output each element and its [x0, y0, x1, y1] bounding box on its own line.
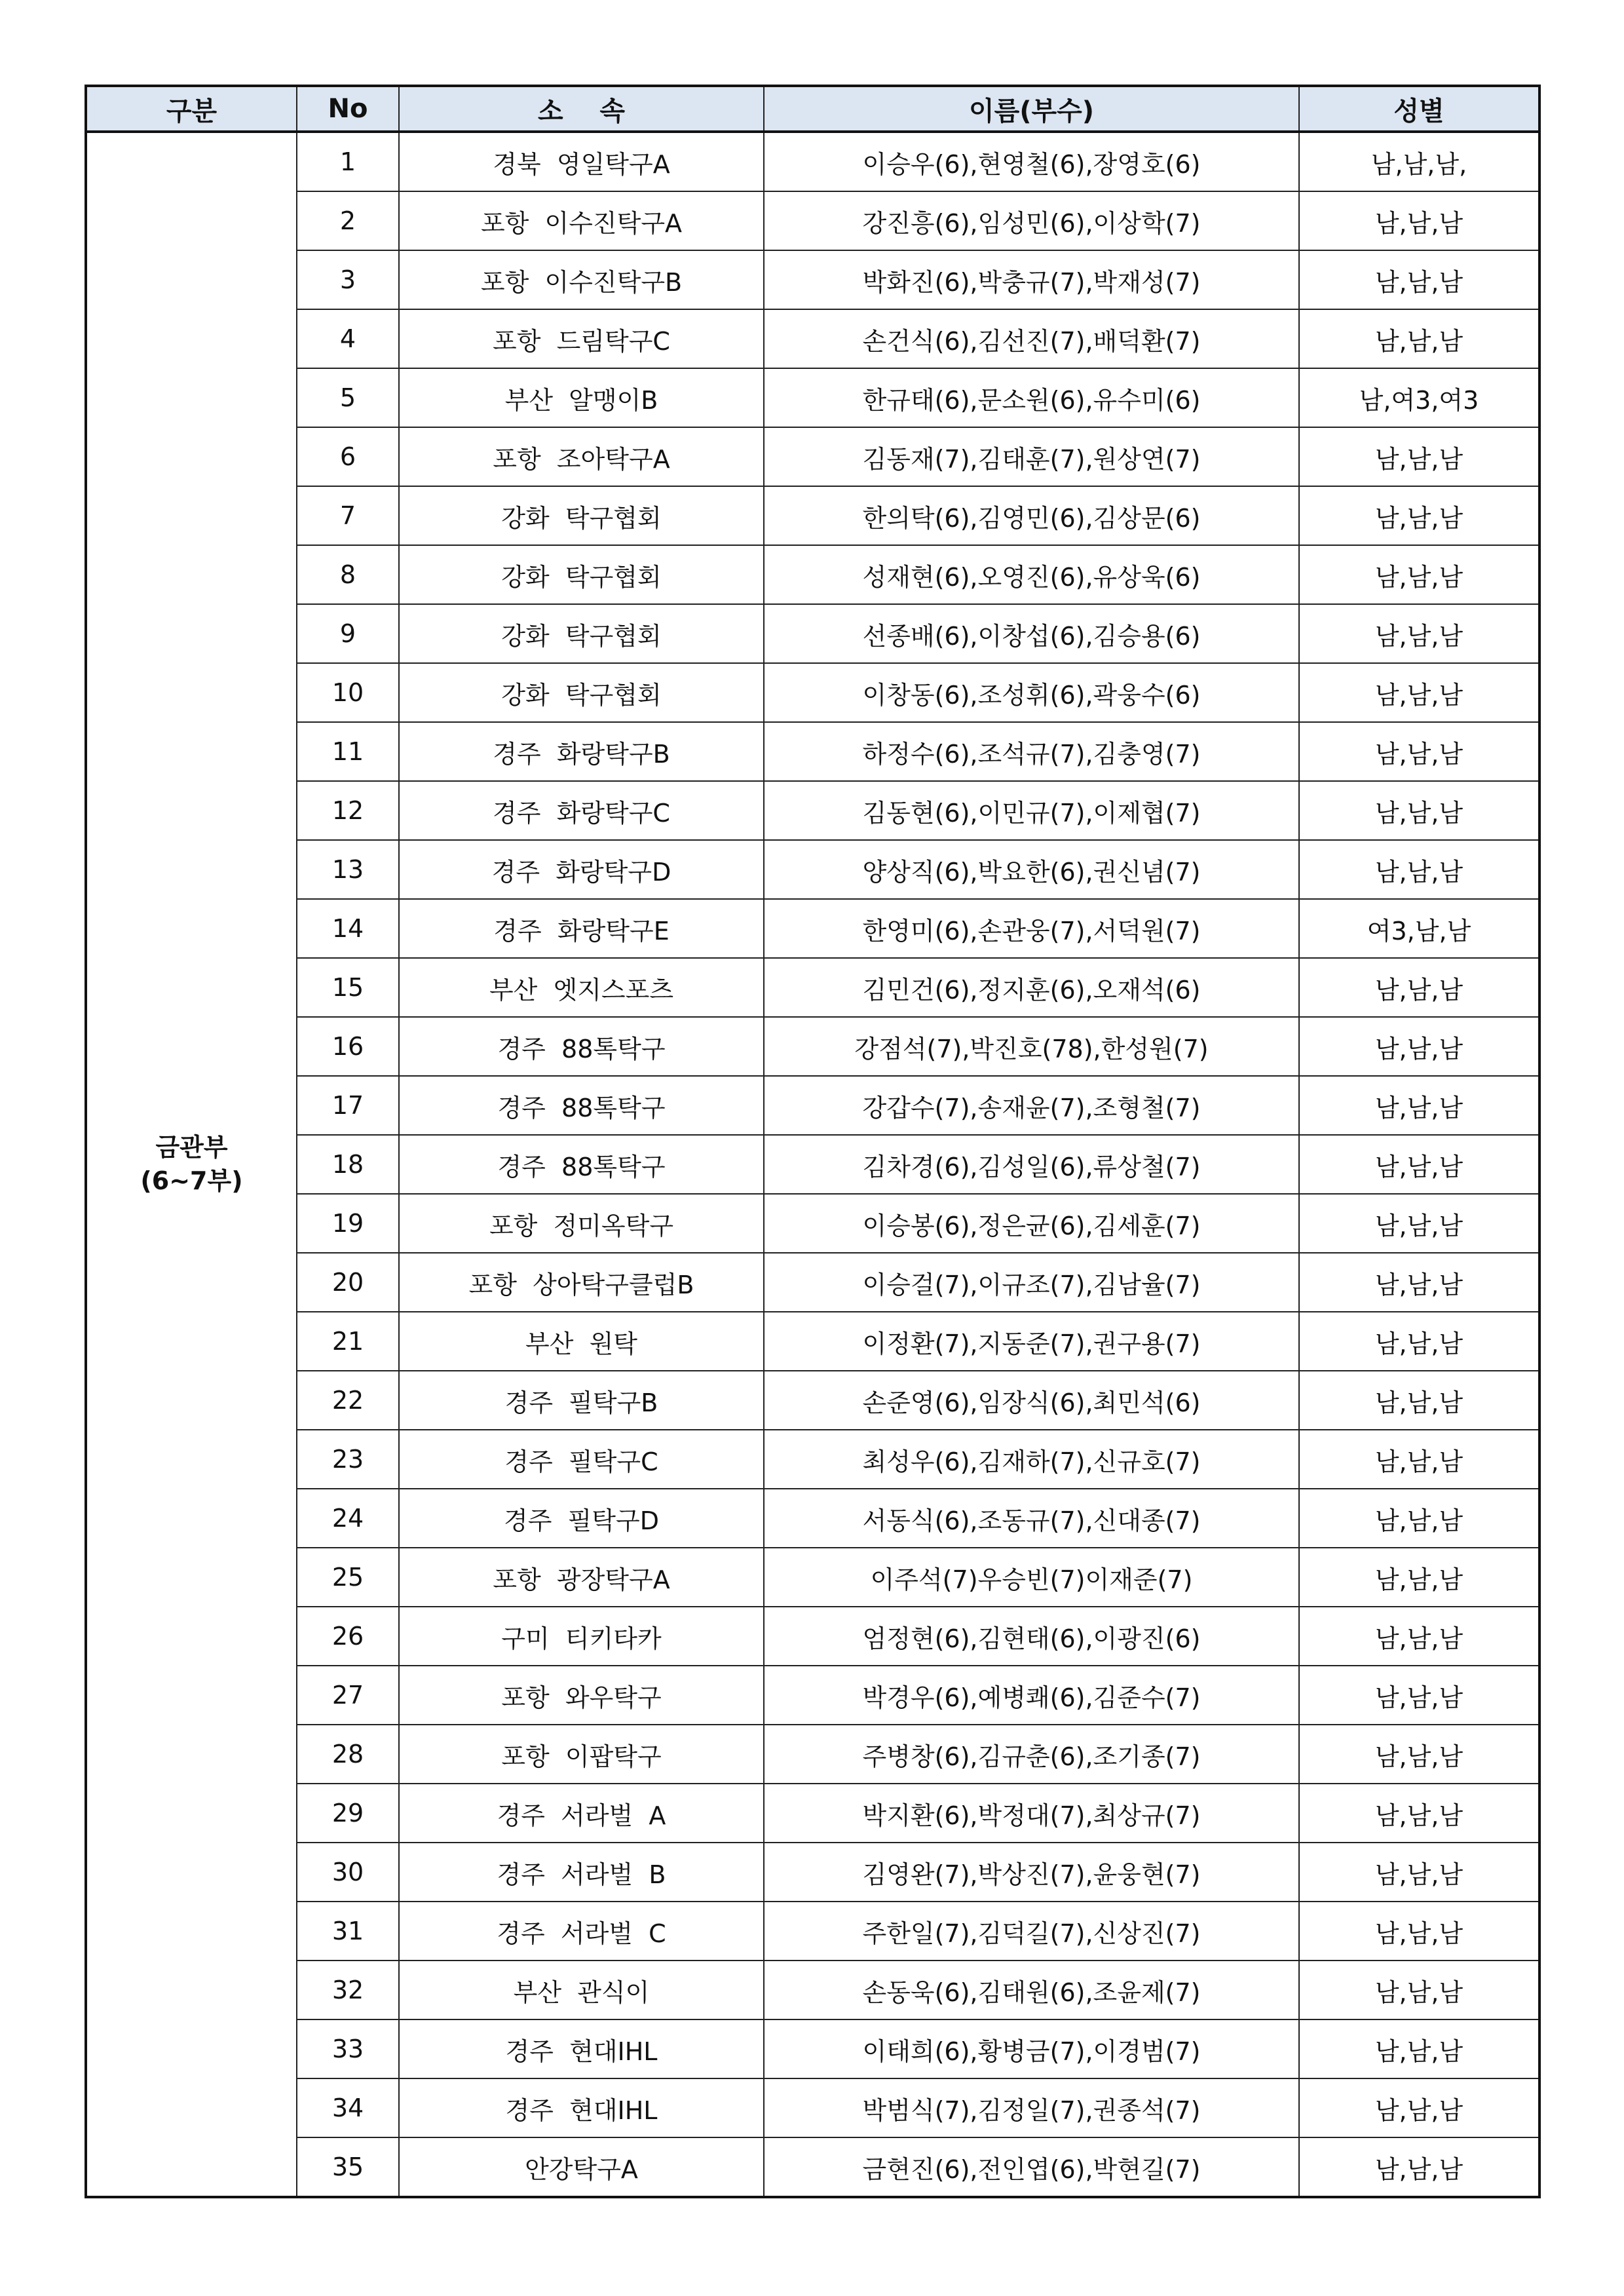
header-gender: 성별	[1299, 86, 1539, 132]
gender-cell: 남,남,남	[1299, 1312, 1539, 1371]
table-row	[86, 840, 1539, 899]
player-names-cell: 이승걸(7),이규조(7),김남율(7)	[764, 1253, 1299, 1312]
row-number: 15	[297, 958, 399, 1017]
player-names-cell: 서동식(6),조동규(7),신대종(7)	[764, 1489, 1299, 1548]
club-cell: 포항 이수진탁구B	[399, 250, 764, 309]
player-names-cell: 김동재(7),김태훈(7),원상연(7)	[764, 427, 1299, 486]
table-row	[86, 427, 1539, 486]
gender-cell: 남,남,남	[1299, 1666, 1539, 1725]
club-cell: 경주 화랑탁구B	[399, 722, 764, 781]
table-row	[86, 1666, 1539, 1725]
club-cell: 경북 영일탁구A	[399, 132, 764, 191]
club-cell: 포항 광장탁구A	[399, 1548, 764, 1607]
club-cell: 경주 화랑탁구E	[399, 899, 764, 958]
player-names-cell: 김차경(6),김성일(6),류상철(7)	[764, 1135, 1299, 1194]
player-names-cell: 손준영(6),임장식(6),최민석(6)	[764, 1371, 1299, 1430]
player-names-cell: 박범식(7),김정일(7),권종석(7)	[764, 2078, 1299, 2137]
club-cell: 포항 이팝탁구	[399, 1725, 764, 1784]
gender-cell: 남,남,남	[1299, 1843, 1539, 1902]
row-number: 6	[297, 427, 399, 486]
club-cell: 경주 필탁구B	[399, 1371, 764, 1430]
gender-cell: 남,남,남	[1299, 1430, 1539, 1489]
gender-cell: 남,남,남	[1299, 1135, 1539, 1194]
player-names-cell: 하정수(6),조석규(7),김충영(7)	[764, 722, 1299, 781]
table-row	[86, 2137, 1539, 2197]
header-row	[86, 86, 1539, 132]
table-row	[86, 1430, 1539, 1489]
row-number: 8	[297, 545, 399, 604]
player-names-cell: 손건식(6),김선진(7),배덕환(7)	[764, 309, 1299, 368]
club-cell: 경주 화랑탁구C	[399, 781, 764, 840]
gender-cell: 남,남,남	[1299, 663, 1539, 722]
gender-cell: 남,남,남	[1299, 2019, 1539, 2078]
table-row	[86, 1017, 1539, 1076]
table-body	[86, 132, 1539, 2197]
header-no: No	[297, 86, 399, 132]
player-names-cell: 이태희(6),황병금(7),이경범(7)	[764, 2019, 1299, 2078]
row-number: 28	[297, 1725, 399, 1784]
header-category: 구분	[86, 86, 297, 132]
row-number: 2	[297, 191, 399, 250]
gender-cell: 남,남,남	[1299, 1961, 1539, 2019]
row-number: 22	[297, 1371, 399, 1430]
club-cell: 경주 필탁구D	[399, 1489, 764, 1548]
player-names-cell: 이승봉(6),정은균(6),김세훈(7)	[764, 1194, 1299, 1253]
category-label: 금관부	[155, 1132, 228, 1162]
gender-cell: 남,남,남	[1299, 781, 1539, 840]
row-number: 17	[297, 1076, 399, 1135]
club-cell: 경주 서라벌 A	[399, 1784, 764, 1843]
player-names-cell: 최성우(6),김재하(7),신규호(7)	[764, 1430, 1299, 1489]
gender-cell: 남,남,남	[1299, 604, 1539, 663]
table-row	[86, 2019, 1539, 2078]
table-row	[86, 958, 1539, 1017]
row-number: 11	[297, 722, 399, 781]
table-header	[86, 86, 1539, 132]
table-row	[86, 1961, 1539, 2019]
gender-cell: 남,남,남	[1299, 1489, 1539, 1548]
club-cell: 포항 와우탁구	[399, 1666, 764, 1725]
table-row	[86, 1843, 1539, 1902]
table-row	[86, 1076, 1539, 1135]
club-cell: 안강탁구A	[399, 2137, 764, 2197]
player-names-cell: 엄정현(6),김현태(6),이광진(6)	[764, 1607, 1299, 1666]
gender-cell: 남,남,남	[1299, 191, 1539, 250]
player-names-cell: 박화진(6),박충규(7),박재성(7)	[764, 250, 1299, 309]
player-names-cell: 강갑수(7),송재윤(7),조형철(7)	[764, 1076, 1299, 1135]
row-number: 27	[297, 1666, 399, 1725]
table-row	[86, 722, 1539, 781]
table-row	[86, 1253, 1539, 1312]
row-number: 33	[297, 2019, 399, 2078]
table-row	[86, 1784, 1539, 1843]
row-number: 4	[297, 309, 399, 368]
player-names-cell: 이승우(6),현영철(6),장영호(6)	[764, 132, 1299, 191]
gender-cell: 여3,남,남	[1299, 899, 1539, 958]
club-cell: 경주 필탁구C	[399, 1430, 764, 1489]
table-row	[86, 368, 1539, 427]
header-club: 소 속	[399, 86, 764, 132]
gender-cell: 남,남,남	[1299, 722, 1539, 781]
table-row	[86, 2078, 1539, 2137]
club-cell: 부산 알맹이B	[399, 368, 764, 427]
player-names-cell: 이정환(7),지동준(7),권구용(7)	[764, 1312, 1299, 1371]
club-cell: 구미 티키타카	[399, 1607, 764, 1666]
gender-cell: 남,남,남	[1299, 1784, 1539, 1843]
club-cell: 포항 이수진탁구A	[399, 191, 764, 250]
category-cell	[86, 132, 297, 2197]
club-cell: 강화 탁구협회	[399, 545, 764, 604]
player-names-cell: 한영미(6),손관웅(7),서덕원(7)	[764, 899, 1299, 958]
row-number: 3	[297, 250, 399, 309]
table-row	[86, 1902, 1539, 1961]
row-number: 7	[297, 486, 399, 545]
club-cell: 경주 서라벌 B	[399, 1843, 764, 1902]
roster-table	[85, 85, 1541, 2198]
player-names-cell: 손동욱(6),김태원(6),조윤제(7)	[764, 1961, 1299, 2019]
row-number: 26	[297, 1607, 399, 1666]
table-row	[86, 1607, 1539, 1666]
club-cell: 포항 드림탁구C	[399, 309, 764, 368]
player-names-cell: 이주석(7)우승빈(7)이재준(7)	[764, 1548, 1299, 1607]
gender-cell: 남,남,남	[1299, 1902, 1539, 1961]
player-names-cell: 주한일(7),김덕길(7),신상진(7)	[764, 1902, 1299, 1961]
gender-cell: 남,남,남	[1299, 1725, 1539, 1784]
row-number: 13	[297, 840, 399, 899]
gender-cell: 남,남,남	[1299, 309, 1539, 368]
row-number: 16	[297, 1017, 399, 1076]
row-number: 34	[297, 2078, 399, 2137]
row-number: 32	[297, 1961, 399, 2019]
gender-cell: 남,남,남	[1299, 958, 1539, 1017]
row-number: 14	[297, 899, 399, 958]
player-names-cell: 한규태(6),문소원(6),유수미(6)	[764, 368, 1299, 427]
row-number: 20	[297, 1253, 399, 1312]
club-cell: 강화 탁구협회	[399, 663, 764, 722]
gender-cell: 남,여3,여3	[1299, 368, 1539, 427]
table-row	[86, 486, 1539, 545]
club-cell: 경주 서라벌 C	[399, 1902, 764, 1961]
club-cell: 부산 관식이	[399, 1961, 764, 2019]
player-names-cell: 김영완(7),박상진(7),윤웅현(7)	[764, 1843, 1299, 1902]
player-names-cell: 강진흥(6),임성민(6),이상학(7)	[764, 191, 1299, 250]
player-names-cell: 박지환(6),박정대(7),최상규(7)	[764, 1784, 1299, 1843]
table-row	[86, 545, 1539, 604]
player-names-cell: 한의탁(6),김영민(6),김상문(6)	[764, 486, 1299, 545]
club-cell: 경주 현대IHL	[399, 2078, 764, 2137]
gender-cell: 남,남,남	[1299, 1548, 1539, 1607]
row-number: 21	[297, 1312, 399, 1371]
row-number: 9	[297, 604, 399, 663]
club-cell: 경주 현대IHL	[399, 2019, 764, 2078]
gender-cell: 남,남,남	[1299, 1607, 1539, 1666]
club-cell: 포항 상아탁구클럽B	[399, 1253, 764, 1312]
gender-cell: 남,남,남	[1299, 427, 1539, 486]
gender-cell: 남,남,남	[1299, 2137, 1539, 2197]
player-names-cell: 박경우(6),예병쾌(6),김준수(7)	[764, 1666, 1299, 1725]
table-row	[86, 1489, 1539, 1548]
club-cell: 부산 엣지스포츠	[399, 958, 764, 1017]
player-names-cell: 성재현(6),오영진(6),유상욱(6)	[764, 545, 1299, 604]
row-number: 19	[297, 1194, 399, 1253]
player-names-cell: 강점석(7),박진호(78),한성원(7)	[764, 1017, 1299, 1076]
club-cell: 경주 88톡탁구	[399, 1135, 764, 1194]
gender-cell: 남,남,남	[1299, 1076, 1539, 1135]
player-names-cell: 선종배(6),이창섭(6),김승용(6)	[764, 604, 1299, 663]
table-row	[86, 250, 1539, 309]
header-names: 이름(부수)	[764, 86, 1299, 132]
gender-cell: 남,남,남	[1299, 486, 1539, 545]
player-names-cell: 김민건(6),정지훈(6),오재석(6)	[764, 958, 1299, 1017]
row-number: 29	[297, 1784, 399, 1843]
player-names-cell: 이창동(6),조성휘(6),곽웅수(6)	[764, 663, 1299, 722]
table-row	[86, 604, 1539, 663]
table-row	[86, 1725, 1539, 1784]
row-number: 35	[297, 2137, 399, 2197]
club-cell: 경주 화랑탁구D	[399, 840, 764, 899]
row-number: 10	[297, 663, 399, 722]
gender-cell: 남,남,남	[1299, 840, 1539, 899]
table-row	[86, 1548, 1539, 1607]
row-number: 23	[297, 1430, 399, 1489]
row-number: 12	[297, 781, 399, 840]
row-number: 30	[297, 1843, 399, 1902]
player-names-cell: 김동현(6),이민규(7),이제협(7)	[764, 781, 1299, 840]
gender-cell: 남,남,남	[1299, 545, 1539, 604]
row-number: 25	[297, 1548, 399, 1607]
club-cell: 포항 정미옥탁구	[399, 1194, 764, 1253]
gender-cell: 남,남,남	[1299, 2078, 1539, 2137]
gender-cell: 남,남,남	[1299, 1017, 1539, 1076]
table-row	[86, 1312, 1539, 1371]
table-row	[86, 191, 1539, 250]
gender-cell: 남,남,남	[1299, 1194, 1539, 1253]
club-cell: 포항 조아탁구A	[399, 427, 764, 486]
player-names-cell: 주병창(6),김규춘(6),조기종(7)	[764, 1725, 1299, 1784]
gender-cell: 남,남,남	[1299, 1253, 1539, 1312]
row-number: 31	[297, 1902, 399, 1961]
club-cell: 경주 88톡탁구	[399, 1076, 764, 1135]
club-cell: 강화 탁구협회	[399, 604, 764, 663]
row-number: 24	[297, 1489, 399, 1548]
table-row	[86, 663, 1539, 722]
category-range: (6~7부)	[140, 1166, 243, 1195]
table-row	[86, 781, 1539, 840]
table-row	[86, 1194, 1539, 1253]
row-number: 1	[297, 132, 399, 191]
gender-cell: 남,남,남	[1299, 250, 1539, 309]
club-cell: 부산 원탁	[399, 1312, 764, 1371]
club-cell: 경주 88톡탁구	[399, 1017, 764, 1076]
club-cell: 강화 탁구협회	[399, 486, 764, 545]
gender-cell: 남,남,남	[1299, 1371, 1539, 1430]
row-number: 18	[297, 1135, 399, 1194]
table-row	[86, 132, 1539, 191]
table-row	[86, 1135, 1539, 1194]
row-number: 5	[297, 368, 399, 427]
table-row	[86, 1371, 1539, 1430]
table-row	[86, 309, 1539, 368]
gender-cell: 남,남,남,	[1299, 132, 1539, 191]
player-names-cell: 양상직(6),박요한(6),권신념(7)	[764, 840, 1299, 899]
player-names-cell: 금현진(6),전인엽(6),박현길(7)	[764, 2137, 1299, 2197]
table-row	[86, 899, 1539, 958]
